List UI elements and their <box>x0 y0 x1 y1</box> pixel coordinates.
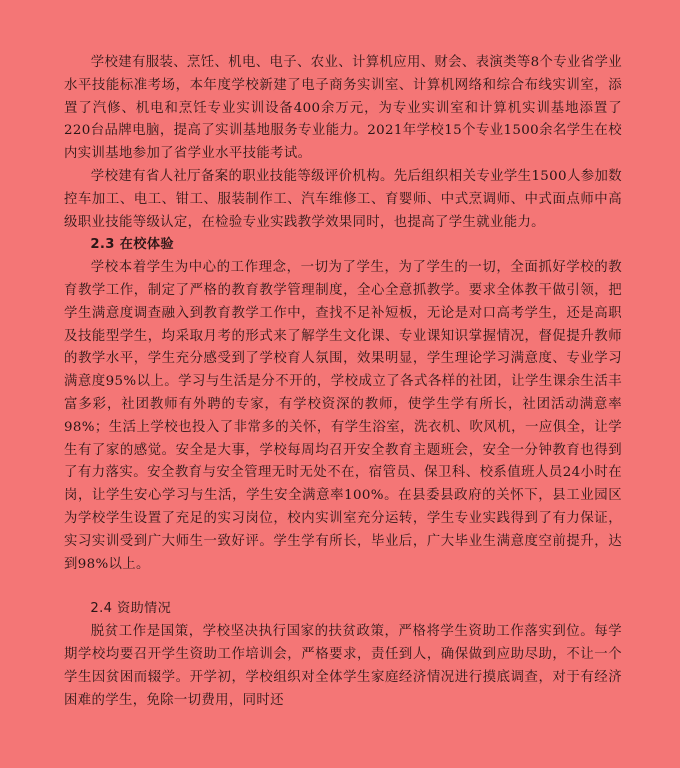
section-heading-financial-aid: 2.4 资助情况 <box>90 601 172 617</box>
paragraph-financial-aid: 脱贫工作是国策，学校坚决执行国家的扶贫政策，严格将学生资助工作落实到位。每学期学校均要召开学生资助工作培训会，严格要求，责任到人，确保做到应助尽助，不让一个学生因贫困而辍学。开学初，学校组织对全体学生家庭经济情况进行摸底调查，对于有经济困难的学生，免除一切费用，同时还 <box>64 624 622 708</box>
paragraph-training-facilities: 学校建有服装、烹饪、机电、电子、农业、计算机应用、财会、表演类等8个专业省学业水平技能标准考场，本年度学校新建了电子商务实训室、计算机网络和综合布线实训室，添置了汽修、机电和烹饪专业实训设备400余万元，为专业实训室和计算机实训基地添置了220台品牌电脑，提高了实训基地服务专业能力。2021年学校15个专业1500余名学生在校内实训基地参加了省学业水平技能考试。 <box>64 55 622 162</box>
paragraph-campus-experience: 学校本着学生为中心的工作理念，一切为了学生，为了学生的一切，全面抓好学校的教育教学工作，制定了严格的教育教学管理制度，全心全意抓教学。要求全体教干做引领，把学生满意度调查融入到教育教学工作中，查找不足补短板，无论是对口高考学生，还是高职及技能型学生，均采取月考的形式来了解学生文化课、专业课知识掌握情况，督促提升教师的教学水平，学生充分感受到了学校育人氛围，效果明显，学生理论学习满意度、专业学习满意度95%以上。学习与生活是分不开的，学校成立了各式各样的社团，让学生课余生活丰富多彩，社团教师有外聘的专家，有学校资深的教师，使学生学有所长，社团活动满意率98%；生活上学校也投入了非常多的关怀，有学生浴室，洗衣机、吹风机，一应俱全，让学生有了家的感觉。安全是大事，学校每周均召开安全教育主题班会，安全一分钟教育也得到了有力落实。安全教育与安全管理无时无处不在，宿管员、保卫科、校系值班人员24小时在岗，让学生安心学习与生活，学生安全满意率100%。在县委县政府的关怀下，县工业园区为学校学生设置了充足的实习岗位，校内实训室充分运转，学生专业实践得到了有力保证，实习实训受到广大师生一致好评。学生学有所长，毕业后，广大毕业生满意度空前提升，达到98%以上。 <box>64 260 622 572</box>
section-heading-campus-experience: 2.3 在校体验 <box>90 237 174 253</box>
paragraph-skill-certification: 学校建有省人社厅备案的职业技能等级评价机构。先后组织相关专业学生1500人参加数控车加工、电工、钳工、服装制作工、汽车维修工、育婴师、中式烹调师、中式面点师中高级职业技能等级认定，在检验专业实践教学效果同时，也提高了学生就业能力。 <box>64 168 622 230</box>
